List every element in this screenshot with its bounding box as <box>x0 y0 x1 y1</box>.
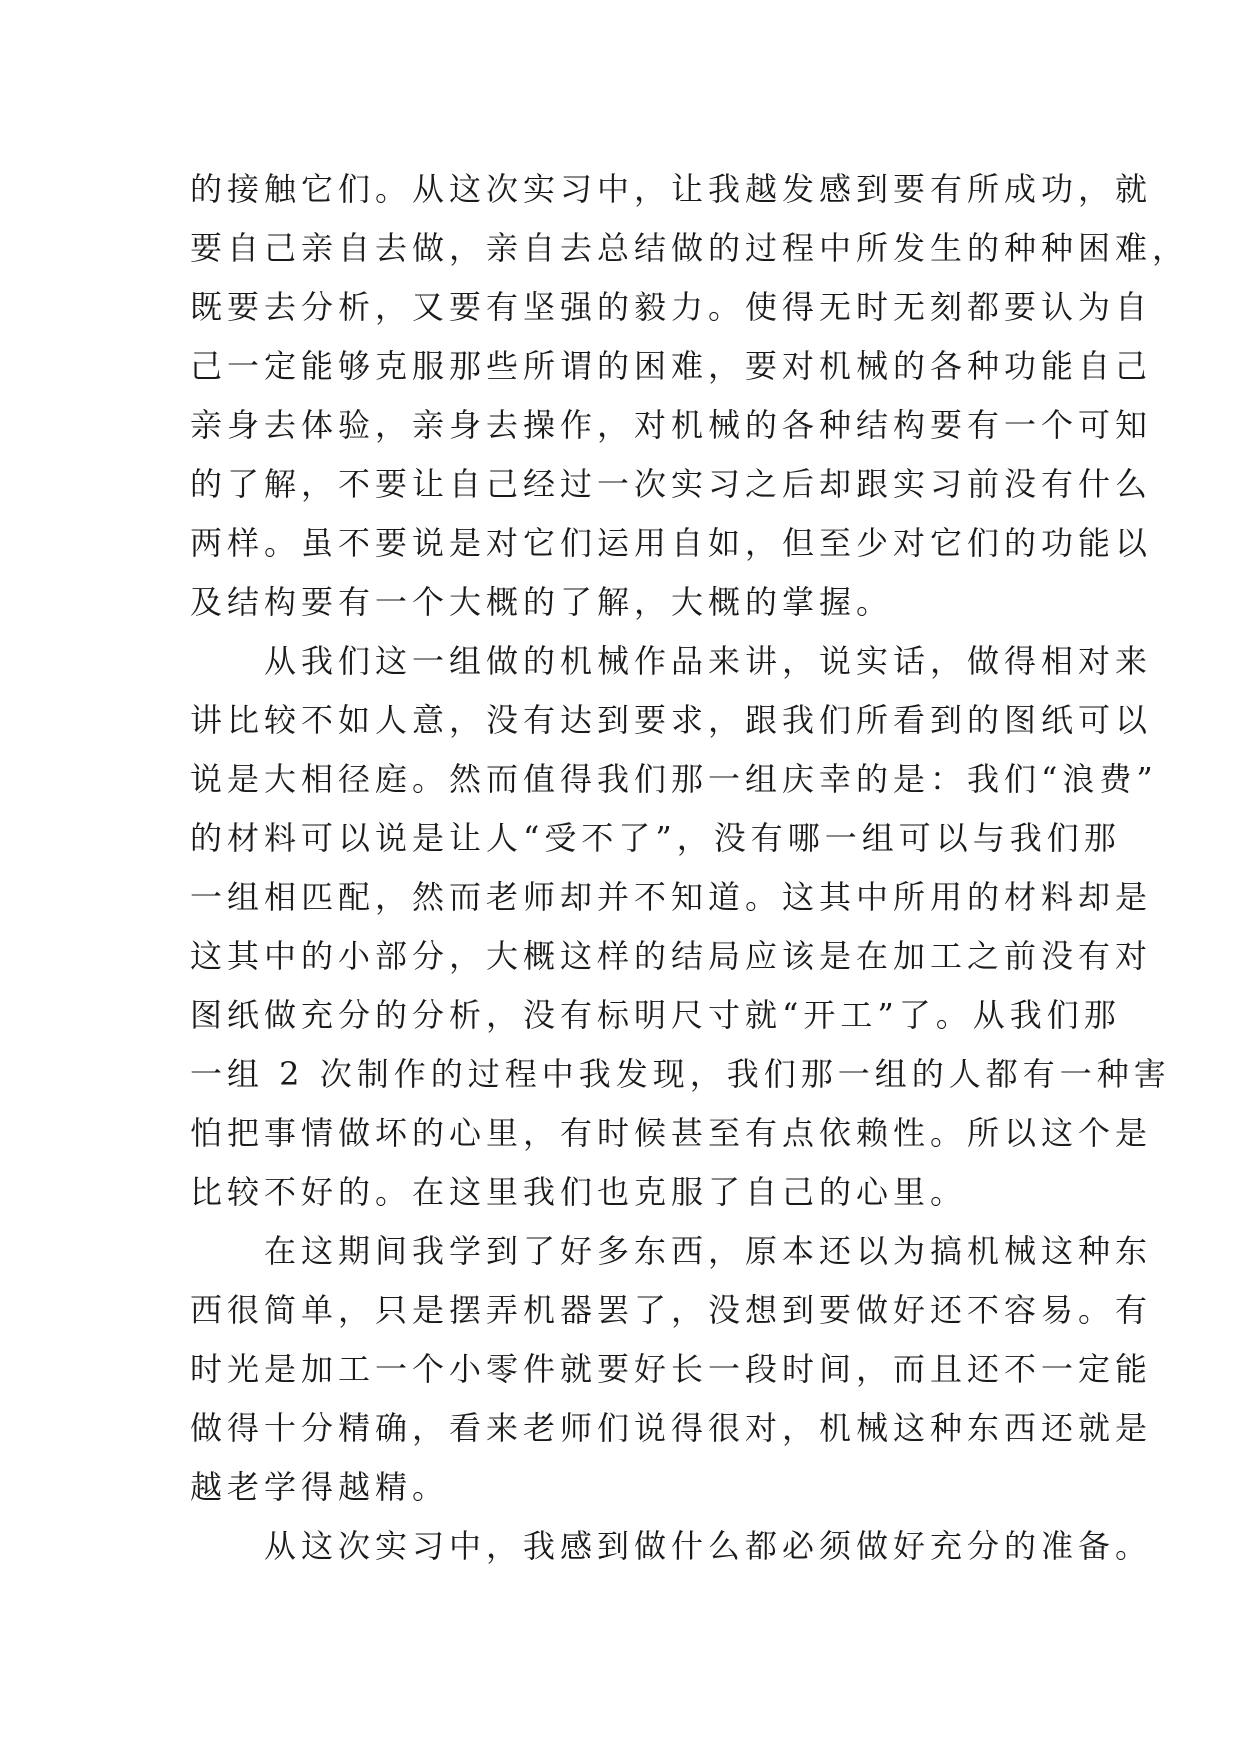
body-text <box>190 160 1190 1576</box>
text-line: 比较不好的。在这里我们也克服了自己的心里。 <box>190 1173 968 1211</box>
text-line: 己一定能够克服那些所谓的困难，要对机械的各种功能自己 <box>190 347 1153 385</box>
text-line: 这其中的小部分，大概这样的结局应该是在加工之前没有对 <box>190 937 1153 975</box>
text-line: 从我们这一组做的机械作品来讲，说实话，做得相对来 <box>190 642 1153 680</box>
text-line: 的接触它们。从这次实习中，让我越发感到要有所成功，就 <box>190 170 1153 208</box>
text-line: 的材料可以说是让人“受不了”，没有哪一组可以与我们那 <box>190 819 1121 857</box>
text-line: 图纸做充分的分析，没有标明尺寸就“开工”了。从我们那 <box>190 996 1121 1034</box>
text-line: 怕把事情做坏的心里，有时候甚至有点依赖性。所以这个是 <box>190 1114 1153 1152</box>
text-line: 的了解，不要让自己经过一次实习之后却跟实习前没有什么 <box>190 465 1153 503</box>
text-line: 一组 2 次制作的过程中我发现，我们那一组的人都有一种害 <box>190 1055 1171 1093</box>
text-line: 越老学得越精。 <box>190 1468 450 1506</box>
text-line: 西很简单，只是摆弄机器罢了，没想到要做好还不容易。有 <box>190 1291 1153 1329</box>
text-line: 两样。虽不要说是对它们运用自如，但至少对它们的功能以 <box>190 524 1153 562</box>
text-line: 时光是加工一个小零件就要好长一段时间，而且还不一定能 <box>190 1350 1153 1388</box>
text-line: 讲比较不如人意，没有达到要求，跟我们所看到的图纸可以 <box>190 701 1153 739</box>
text-line: 在这期间我学到了好多东西，原本还以为搞机械这种东 <box>190 1232 1153 1270</box>
text-line: 亲身去体验，亲身去操作，对机械的各种结构要有一个可知 <box>190 406 1153 444</box>
text-line: 及结构要有一个大概的了解，大概的掌握。 <box>190 583 894 621</box>
text-line: 要自己亲自去做，亲自去总结做的过程中所发生的种种困难， <box>190 229 1190 267</box>
text-line: 既要去分析，又要有坚强的毅力。使得无时无刻都要认为自 <box>190 288 1153 326</box>
text-line: 一组相匹配，然而老师却并不知道。这其中所用的材料却是 <box>190 878 1153 916</box>
text-line: 说是大相径庭。然而值得我们那一组庆幸的是：我们“浪费” <box>190 760 1158 798</box>
text-line: 做得十分精确，看来老师们说得很对，机械这种东西还就是 <box>190 1409 1153 1447</box>
text-line: 从这次实习中，我感到做什么都必须做好充分的准备。 <box>190 1527 1153 1565</box>
